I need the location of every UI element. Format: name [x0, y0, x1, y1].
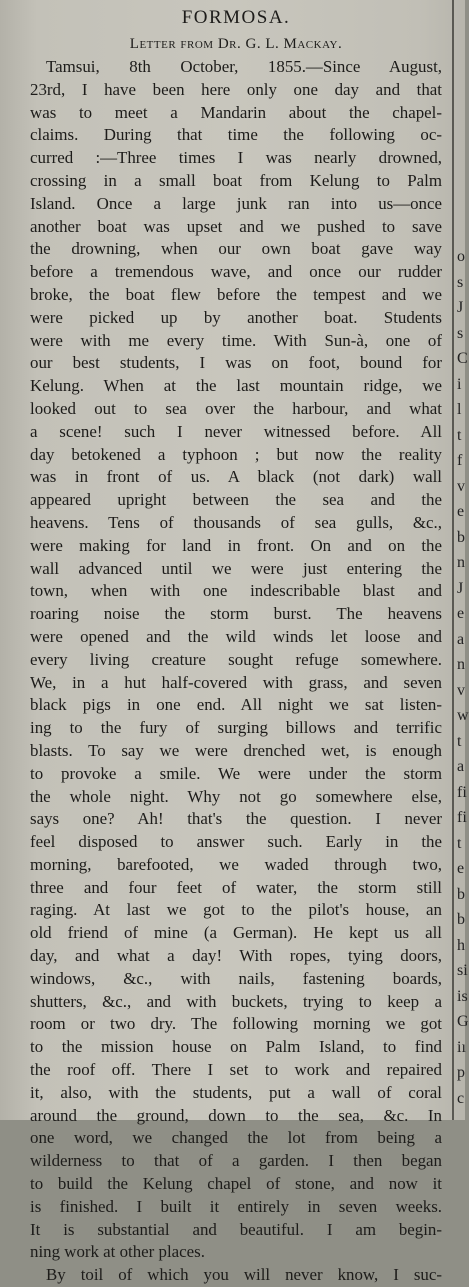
article-line: morning, barefooted, we waded through two, — [30, 854, 442, 874]
article-line: Island. Once a large junk ran into us—once — [30, 193, 442, 213]
article-line: heavens. Tens of thousands of sea gulls, &c., — [30, 512, 442, 532]
article-line: ing to the fury of surging billows and terrific — [30, 718, 442, 738]
article-line: black pigs in one end. All night we sat listen- — [30, 695, 442, 715]
article-line: another boat was upset and we pushed to save — [30, 216, 442, 236]
article-body — [30, 56, 442, 1287]
article-line: were with me every time. With Sun-à, one of — [30, 330, 442, 350]
adjacent-column-fragment: si — [457, 962, 468, 979]
adjacent-column-fragment: b — [457, 911, 465, 928]
article-line: feel disposed to answer such. Early in the — [30, 832, 442, 852]
adjacent-column-edge — [456, 0, 468, 1120]
adjacent-column-fragment: a — [457, 758, 465, 775]
adjacent-column-fragment: G — [457, 1013, 469, 1030]
adjacent-column-fragment: l — [457, 401, 462, 418]
article-line: roaring noise the storm burst. The heavens — [30, 604, 442, 624]
adjacent-column-fragment: b — [457, 885, 465, 903]
article-subheading: Letter from Dr. G. L. Mackay. — [129, 36, 343, 52]
article-line: wall advanced until we were just entering the — [30, 558, 442, 578]
adjacent-column-fragment: e — [457, 503, 465, 520]
adjacent-column-fragment: J — [457, 579, 464, 597]
adjacent-column-fragment: iı — [457, 1038, 466, 1056]
article-line: blasts. To say we were drenched wet, is enough — [30, 740, 442, 760]
adjacent-column-fragment: a — [457, 630, 465, 648]
article-line: it, also, with the students, put a wall of coral — [30, 1082, 442, 1102]
article-line: is finished. I built it entirely in seven weeks. — [30, 1196, 442, 1216]
article-headline: FORMOSA. — [181, 7, 291, 28]
article-line: to build the Kelung chapel of stone, and now it — [30, 1174, 442, 1194]
article-line: We, in a hut half-covered with grass, and seven — [30, 672, 442, 692]
adjacent-column-fragment: fi — [457, 783, 467, 801]
article-line: one word, we changed the lot from being a — [30, 1128, 442, 1148]
article-line: a scene! such I never witnessed before. All — [30, 421, 442, 441]
adjacent-column-fragment: h — [457, 936, 465, 954]
article-line: Kelung. When at the last mountain ridge, we — [30, 376, 442, 396]
adjacent-column-fragment: f — [457, 452, 463, 469]
adjacent-column-fragment: w — [457, 707, 469, 724]
adjacent-column-fragment: s — [457, 324, 464, 342]
adjacent-column-fragment: v — [457, 681, 465, 699]
adjacent-column-fragment: t — [457, 732, 462, 750]
article-line: the whole night. Why not go somewhere else, — [30, 786, 442, 806]
column-rule — [452, 0, 454, 1120]
article-line: appeared upright between the sea and the — [30, 490, 442, 510]
article-line: to the mission house on Palm Island, to find — [30, 1037, 442, 1057]
adjacent-column-fragment: b — [457, 528, 465, 546]
adjacent-column-fragment: C — [457, 350, 468, 367]
article-line: wilderness to that of a garden. I then began — [30, 1151, 442, 1171]
article-line: the roof off. There I set to work and repaired — [30, 1060, 442, 1080]
adjacent-column-fragment: is — [457, 987, 468, 1005]
article-line: looked out to sea over the harbour, and what — [30, 398, 442, 418]
adjacent-column-fragment: e — [457, 860, 465, 877]
article-line: every living creature sought refuge somewhere. — [30, 649, 442, 669]
adjacent-column-fragment: e — [457, 605, 465, 622]
article-line: day betokened a typhoon ; but now the reality — [30, 444, 442, 464]
article-line: three and four feet of water, the storm still — [30, 877, 442, 897]
adjacent-column-fragment: n — [457, 656, 465, 673]
adjacent-column-fragment: i — [457, 375, 462, 393]
article-line: 23rd, I have been here only one day and that — [30, 79, 442, 99]
article-line: It is substantial and beautiful. I am begin- — [30, 1219, 442, 1239]
article-line: the drowning, when our own boat gave way — [30, 239, 442, 259]
article-line: town, when with one indescribable blast and — [30, 581, 442, 601]
article-line: our best students, I was on foot, bound for — [30, 353, 442, 373]
article-line: was in front of us. A black (not dark) wall — [30, 467, 442, 487]
article-line: were making for land in front. On and on the — [30, 535, 442, 555]
article-line: were picked up by another boat. Students — [30, 307, 442, 327]
article-line: By toil of which you will never know, I suc- — [46, 1265, 442, 1285]
adjacent-column-fragment: t — [457, 426, 462, 444]
adjacent-column-fragment: c — [457, 1089, 465, 1107]
article-line: windows, &c., with nails, fastening boards, — [30, 968, 442, 988]
adjacent-column-fragment: fi — [457, 809, 467, 826]
article-line: raging. At last we got to the pilot's house, an — [30, 900, 442, 920]
article-line: day, and what a day! With ropes, tying doors, — [30, 946, 442, 966]
adjacent-column-fragment: t — [457, 834, 462, 852]
article-line: curred :—Three times I was nearly drowned, — [30, 148, 442, 168]
adjacent-column-fragment: n — [457, 554, 465, 571]
adjacent-column-fragment: v — [457, 477, 465, 495]
article-line: old friend of mine (a German). He kept us all — [30, 923, 442, 943]
article-line: before a tremendous wave, and once our rudder — [30, 262, 442, 282]
article-line: broke, the boat flew before the tempest and we — [30, 284, 442, 304]
adjacent-column-fragment: o — [457, 248, 465, 265]
article-line: shutters, &c., and with buckets, trying to keep a — [30, 991, 442, 1011]
article-line: Tamsui, 8th October, 1855.—Since August, — [46, 57, 442, 76]
article-line: to provoke a smile. We were under the storm — [30, 763, 442, 783]
article-line: around the ground, down to the sea, &c. In — [30, 1105, 442, 1125]
article-column — [30, 4, 442, 1287]
article-line: room or two dry. The following morning we got — [30, 1014, 442, 1034]
article-line: claims. During that time the following oc- — [30, 125, 442, 145]
article-line: was to meet a Mandarin about the chapel- — [30, 102, 442, 122]
article-line: crossing in a small boat from Kelung to Palm — [30, 170, 442, 190]
article-line: says one? Ah! that's the question. I never — [30, 809, 442, 829]
adjacent-column-fragment: J — [457, 299, 464, 316]
article-line: ning work at other places. — [30, 1242, 205, 1262]
article-line: were opened and the wild winds let loose and — [30, 626, 442, 646]
adjacent-column-fragment: s — [457, 273, 464, 291]
adjacent-column-fragment: p — [457, 1064, 465, 1081]
